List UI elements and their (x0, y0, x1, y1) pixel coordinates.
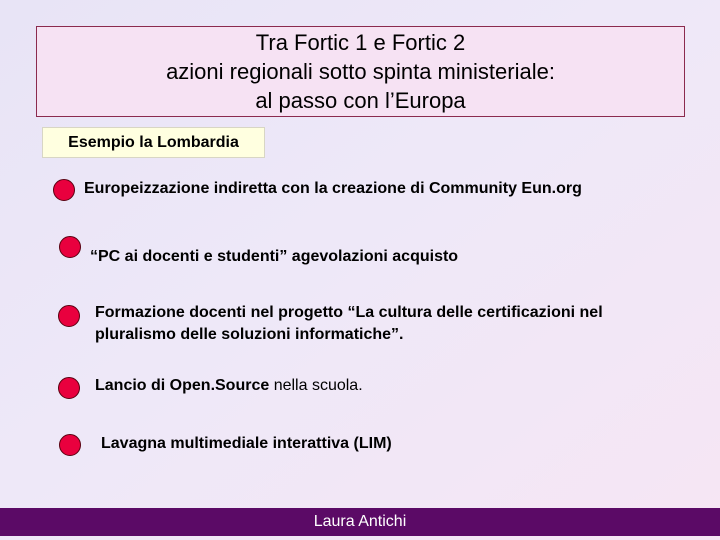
footer-author: Laura Antichi (313, 513, 407, 530)
title-line-2: azioni regionali sotto spinta ministeriale: (166, 59, 555, 84)
bullet-text (95, 375, 363, 397)
bullet-dot-icon (58, 377, 80, 399)
bullet-text: Lavagna multimediale interattiva (LIM) (101, 435, 392, 452)
bullet-text: Europeizzazione indiretta con la creazione di Community Eun.org (84, 180, 582, 197)
footer (0, 508, 720, 536)
bullet-text-bold: Lancio di Open.Source (95, 377, 270, 394)
bullet-dot-icon (59, 236, 81, 258)
title-line-1: Tra Fortic 1 e Fortic 2 (255, 30, 466, 55)
title-line-3: al passo con l’Europa (255, 88, 466, 113)
bullet-text: “PC ai docenti e studenti” agevolazioni acquisto (90, 248, 459, 265)
title-box (36, 26, 685, 117)
bullet-text-normal: nella scuola. (269, 377, 363, 394)
bullet-dot-icon (59, 434, 81, 456)
bullet-dot-icon (58, 305, 80, 327)
bullet-dot-icon (53, 179, 75, 201)
bullet-text-line-2: pluralismo delle soluzioni informatiche”. (95, 326, 404, 343)
example-label: Esempio la Lombardia (42, 127, 265, 158)
bullet-text-line-1: Formazione docenti nel progetto “La cultura delle certificazioni nel (95, 304, 603, 321)
